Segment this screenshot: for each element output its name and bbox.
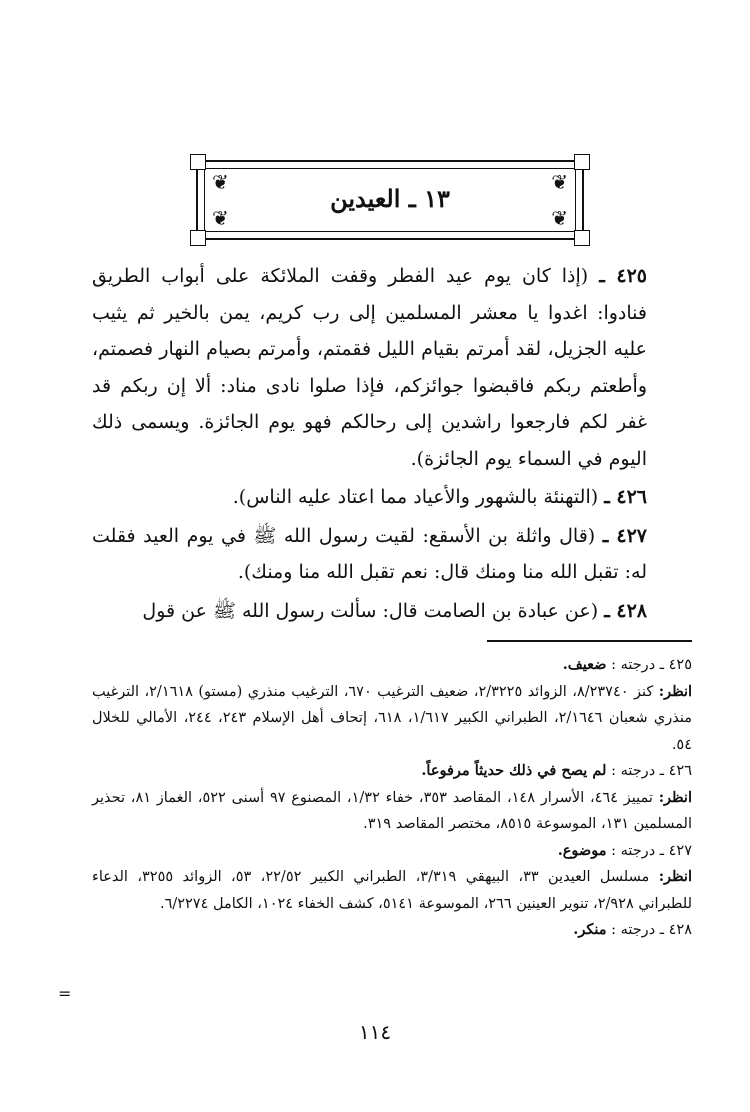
frame-corner	[574, 230, 590, 246]
refs-text: كنز ٨/٢٣٧٤٠، الزوائد ٢/٣٢٢٥، ضعيف الترغيب ٦٧٠، الترغيب منذري (مستو) ٢/١٦١٨، الترغيب منذري شعبان ٢/١٦٤٦، الطبراني الكبير ١/٦١٧، ٦١٨، إتحاف أهل الإسلام ٢٤٣، ٢٤٤، الأمالي للخلال ٥٤.	[92, 683, 692, 753]
chapter-title: ١٣ ـ العيدين	[330, 184, 450, 213]
footnote-heading	[92, 758, 692, 785]
footnote-grade: موضوع.	[557, 841, 607, 859]
entry-number: ٤٢٥ ـ	[599, 265, 647, 287]
main-text	[92, 258, 647, 631]
entry-text: (إذا كان يوم عيد الفطر وقفت الملائكة على أبواب الطريق فنادوا: اغدوا يا معشر المسلمين إلى رب كريم، يمن بالخير ثم يثيب عليه الجزيل، لقد أمرتم بقيام الليل فقمتم، وأمرتم بصيام النهار فصمتم، وأطعتم ربكم فاقبضوا جوائزكم، فإذا صلوا نادى مناد: ألا إن ربكم قد غفر لكم فارجعوا راشدين إلى رحالكم فهو يوم الجائزة. ويسمى ذلك اليوم في السماء يوم الجائزة).	[92, 265, 647, 470]
floral-ornament-icon: ❦	[212, 206, 229, 230]
floral-ornament-icon: ❦	[551, 206, 568, 230]
footnote	[92, 652, 692, 758]
see-label: انظر:	[658, 682, 693, 700]
entry-number: ٤٢٨ ـ	[604, 599, 647, 622]
frame-corner	[190, 230, 206, 246]
floral-ornament-icon: ❦	[212, 170, 229, 194]
footnote-number: ٤٢٨ ـ درجته :	[611, 922, 692, 938]
footnote-refs	[92, 679, 692, 759]
footnote	[92, 917, 692, 944]
frame-corner	[190, 154, 206, 170]
entry-number: ٤٢٦ ـ	[604, 486, 647, 508]
entry-text: (قال واثلة بن الأسقع: لقيت رسول الله ﷺ في يوم العيد فقلت له: تقبل الله منا ومنك قال: نعم تقبل الله منا ومنك).	[92, 524, 647, 583]
footnote-heading	[92, 917, 692, 944]
footnote-heading	[92, 652, 692, 679]
entry-number: ٤٢٧ ـ	[602, 524, 647, 547]
hadith-entry	[92, 479, 647, 516]
page-number: ١١٤	[358, 1020, 392, 1044]
footnote	[92, 838, 692, 918]
see-label: انظر:	[658, 868, 692, 885]
footnote-number: ٤٢٧ ـ درجته :	[611, 842, 692, 859]
hadith-entry	[92, 518, 647, 591]
entry-text: (عن عبادة بن الصامت قال: سألت رسول الله ﷺ عن قول	[142, 599, 599, 622]
footnote	[92, 758, 692, 838]
footnote-grade: ضعيف.	[562, 656, 607, 673]
chapter-title-frame	[196, 160, 584, 240]
footnotes	[92, 652, 692, 944]
footnote-divider	[487, 640, 692, 642]
see-label: انظر:	[658, 788, 692, 806]
footnote-refs	[92, 785, 692, 838]
hadith-entry	[92, 593, 647, 630]
footnote-number: ٤٢٦ ـ درجته :	[611, 763, 692, 779]
footnote-number: ٤٢٥ ـ درجته :	[611, 657, 692, 673]
floral-ornament-icon: ❦	[551, 170, 568, 194]
refs-text: تمييز ٤٦٤، الأسرار ١٤٨، المقاصد ٣٥٣، خفاء ١/٣٢، المصنوع ٩٧ أسنى ٥٢٢، الغماز ٨١، تحذير المسلمين ١٣١، الموسوعة ٨٥١٥، مختصر المقاصد ٣١٩.	[92, 789, 692, 832]
hadith-entry	[92, 258, 647, 477]
footnote-grade: منكر.	[573, 921, 607, 938]
frame-corner	[574, 154, 590, 170]
footnote-heading	[92, 838, 692, 865]
footnote-refs	[92, 864, 692, 917]
footnote-grade: لم يصح في ذلك حديثاً مرفوعاً.	[421, 762, 607, 779]
continuation-mark: =	[58, 984, 72, 1003]
entry-text: (التهنئة بالشهور والأعياد مما اعتاد عليه الناس).	[232, 486, 599, 508]
refs-text: مسلسل العيدين ٣٣، البيهقي ٣/٣١٩، الطبراني الكبير ٢٢/٥٢، ٥٣، الزوائد ٣٢٥٥، الدعاء للطبراني ٢/٩٢٨، تنوير العينين ٢٦٦، الموسوعة ٥١٤١، كشف الخفاء ١٠٢٤، الكامل ٦/٢٢٧٤.	[92, 869, 692, 912]
